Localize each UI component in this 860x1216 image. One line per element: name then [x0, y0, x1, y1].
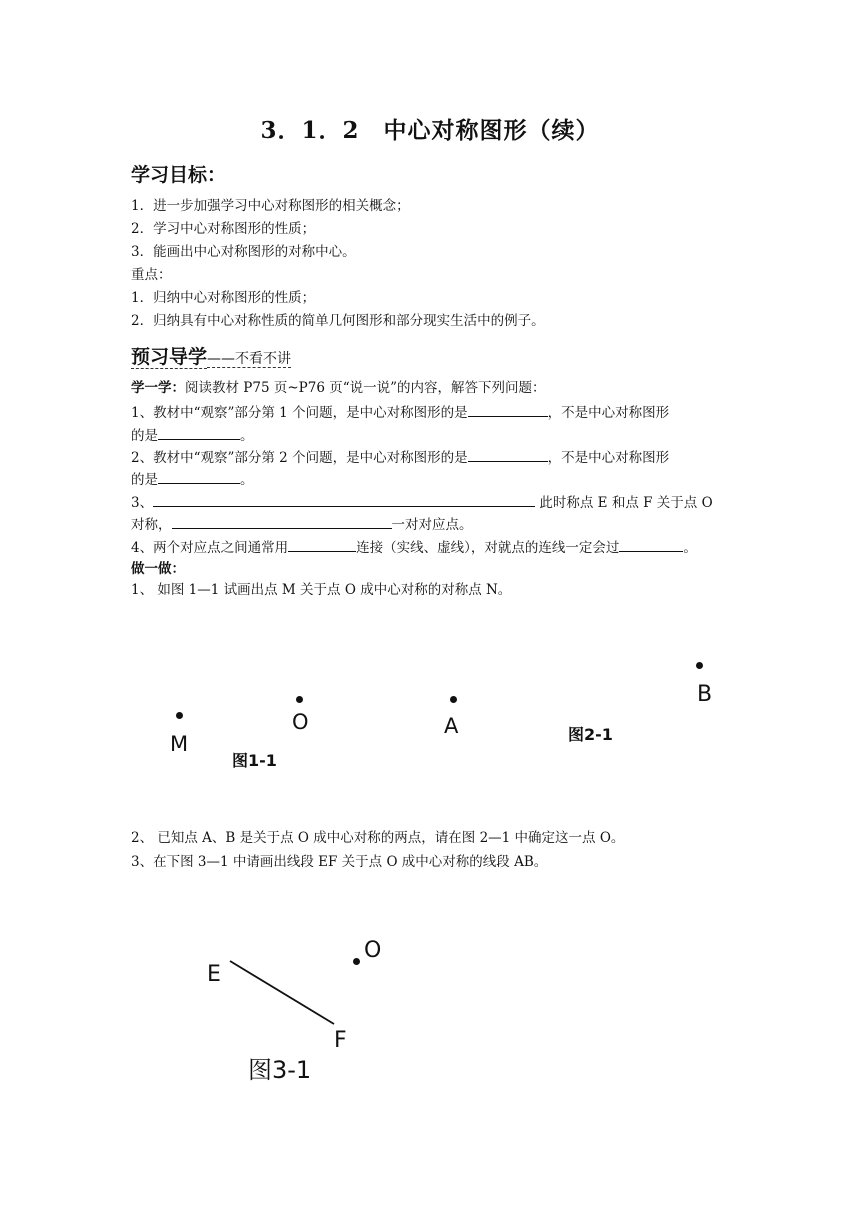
question-2-text-a: 2、教材中“观察”部分第 2 个问题，是中心对称图形的是 [131, 450, 468, 466]
practice-task-2: 2、 已知点 A、B 是关于点 O 成中心对称的两点，请在图 2—1 中确定这一点 O。 [131, 830, 625, 846]
label-b: B [697, 682, 713, 707]
key-item-2: 2．归纳具有中心对称性质的简单几何图形和部分现实生活中的例子。 [131, 313, 545, 329]
learn-label: 学一学： [131, 380, 185, 396]
goals-heading: 学习目标： [131, 164, 227, 186]
question-2-text-c: 的是 [131, 472, 158, 488]
question-1-text-a: 1、教材中“观察”部分第 1 个问题，是中心对称图形的是 [131, 405, 468, 421]
question-4-text-a: 4、两个对应点之间通常用 [131, 540, 289, 556]
question-3-text-b: 此时称点 E 和点 F 关于点 O [535, 495, 713, 511]
goal-item-3: 3．能画出中心对称图形的对称中心。 [131, 244, 356, 260]
practice-heading: 做一做： [131, 561, 185, 577]
practice-task-3: 3、在下图 3—1 中请画出线段 EF 关于点 O 成中心对称的线段 AB。 [131, 854, 548, 870]
question-4-text-c: 。 [683, 540, 697, 556]
learn-text: 阅读教材 P75 页~P76 页“说一说”的内容，解答下列问题： [185, 380, 546, 396]
question-4-text-b: 连接（实线、虚线），对就点的连线一定会过 [356, 540, 620, 556]
practice-task-1: 1、 如图 1—1 试画出点 M 关于点 O 成中心对称的对称点 N。 [131, 582, 512, 598]
preview-heading-suffix: ——不看不讲 [207, 351, 292, 367]
label-m: M [170, 732, 189, 756]
question-3-text-d: 一对对应点。 [391, 517, 473, 533]
key-item-1: 1．归纳中心对称图形的性质； [131, 290, 316, 306]
question-2-text-d: 。 [240, 472, 254, 488]
goal-item-2: 2．学习中心对称图形的性质； [131, 221, 316, 237]
label-e: E [207, 962, 221, 987]
label-a: A [444, 714, 459, 738]
label-f: F [334, 1028, 347, 1053]
preview-heading-main: 预习导学 [131, 346, 208, 368]
goal-item-1: 1．进一步加强学习中心对称图形的相关概念； [131, 198, 410, 214]
question-3-text-a: 3、 [131, 495, 154, 511]
figure-1-1-caption: 图1-1 [232, 751, 277, 770]
question-2-text-b: ，不是中心对称图形 [547, 450, 670, 466]
question-1-text-b: ，不是中心对称图形 [547, 405, 670, 421]
page-title: 3．1．2 中心对称图形（续） [260, 117, 600, 144]
question-1-text-c: 的是 [131, 428, 158, 444]
label-o: O [292, 710, 309, 734]
question-3-text-c: 对称， [131, 517, 172, 533]
question-1-text-d: 。 [240, 428, 254, 444]
figure-3-1-caption: 图3-1 [248, 1056, 312, 1084]
figure-2-1-caption: 图2-1 [568, 725, 613, 744]
key-label: 重点： [131, 267, 172, 283]
label-o3: O [364, 938, 382, 963]
point-o3-dot [353, 958, 360, 965]
